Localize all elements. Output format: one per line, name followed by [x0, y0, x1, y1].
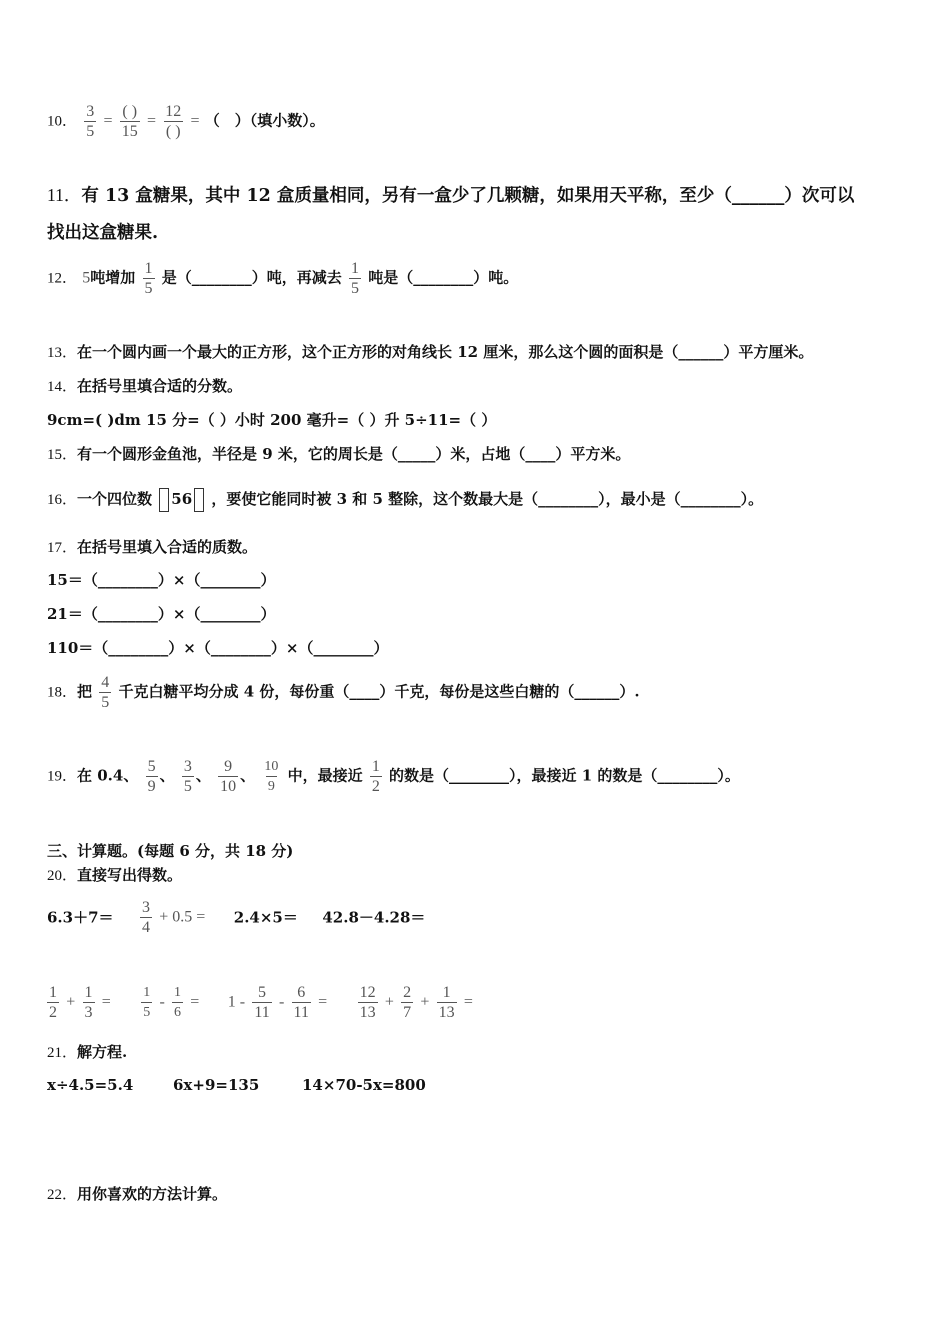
- question-14-line2: 9cm=( )dm 15 分=（ ）小时 200 毫升=（ ）升 5÷11=（ ）: [47, 411, 497, 429]
- question-15: 15．有一个圆形金鱼池，半径是 9 米，它的周长是（_____）米，占地（____）平方米。: [47, 445, 631, 463]
- question-17: 17．在括号里填入合适的质数。: [47, 538, 258, 556]
- question-12: 12． 5吨增加 $\frac{1}{5}$ 是（________）吨，再减去 $\frac{1}{5}$ 吨是（________）吨。: [47, 260, 519, 297]
- question-20-row2: $\frac{1}{2}$ + $\frac{1}{3}$ = $\frac{1}{5}$ - $\frac{1}{6}$ = 1 - $\frac{5}{11}$ - $\frac{6}{11}$ = $\frac{12}{13}$ + $\frac{2}{7}$ + $\frac{1}{13}$ =: [49, 984, 473, 1021]
- question-text: （ ）（填小数）。: [204, 111, 325, 130]
- fraction: ( ) 15: [121, 103, 138, 140]
- question-20: 20．直接写出得数。: [47, 866, 183, 884]
- fraction: $\frac{3}{4}$: [142, 899, 151, 936]
- fraction: $\frac{3}{5}$: [86, 103, 95, 140]
- question-10: 10． $\frac{3}{5}$ = ( ) 15 = 12 ( ) = （ ）（填小数）。: [47, 103, 325, 140]
- fraction: $\frac{4}{5}$: [101, 674, 110, 711]
- question-11: 11．有 13 盒糖果，其中 12 盒质量相同，另有一盒少了几颗糖，如果用天平称，至少（______）次可以: [47, 185, 855, 206]
- equation: 14×70-5x=800: [302, 1076, 426, 1094]
- fraction: $\frac{1}{5}$: [144, 260, 153, 297]
- question-14: 14．在括号里填合适的分数。: [47, 377, 243, 395]
- question-19: 19．在 0.4、 $\frac{5}{9}$ 、 $\frac{3}{5}$ 、 $\frac{9}{10}$ 、 $\frac{10}{9}$ 中，最接近 $\frac{1}{2}$ 的数是（________），最接近 1 的数是（________）。: [47, 758, 740, 795]
- fraction: $\frac{1}{3}$: [84, 984, 93, 1021]
- question-11-line2: 找出这盒糖果.: [47, 223, 159, 243]
- digit-box: [194, 488, 204, 512]
- equation: 6x+9=135: [173, 1076, 260, 1094]
- fraction: $\frac{6}{11}$: [293, 984, 309, 1021]
- fraction: $\frac{1}{6}$: [174, 985, 182, 1020]
- fraction: $\frac{3}{5}$: [183, 758, 192, 795]
- section-title: 三、计算题。(每题 6 分，共 18 分): [47, 842, 294, 860]
- question-20-row1: 6.3＋7＝ $\frac{3}{4}$ + 0.5 = 2.4×5＝ 42.8－4.28＝: [47, 899, 426, 936]
- question-17-row3: 110＝（________）×（________）×（________）: [47, 639, 389, 657]
- fraction: $\frac{12}{13}$: [359, 984, 376, 1021]
- question-17-row2: 21＝（________）×（________）: [47, 605, 276, 623]
- question-text: 有 13 盒糖果，其中 12 盒质量相同，另有一盒少了几颗糖，如果用天平称，至少（______）次可以: [81, 186, 855, 206]
- fraction: $\frac{1}{5}$: [143, 985, 151, 1020]
- digit-box: [159, 488, 169, 512]
- question-number: 10．: [47, 113, 78, 130]
- fraction: $\frac{1}{2}$: [49, 984, 57, 1021]
- fraction: $\frac{1}{5}$: [350, 260, 359, 297]
- equation: x÷4.5=5.4: [47, 1076, 134, 1094]
- fraction: $\frac{9}{10}$: [220, 758, 237, 795]
- question-22: 22．用你喜欢的方法计算。: [47, 1185, 228, 1203]
- fraction: $\frac{10}{9}$: [264, 759, 279, 794]
- fraction: $\frac{5}{9}$: [147, 758, 156, 795]
- question-21: 21．解方程.: [47, 1043, 128, 1061]
- fraction: $\frac{2}{7}$: [403, 984, 412, 1021]
- fraction: $\frac{5}{11}$: [254, 984, 270, 1021]
- fraction: 12 ( ): [165, 103, 182, 140]
- fraction: $\frac{1}{2}$: [371, 758, 380, 795]
- question-13: 13．在一个圆内画一个最大的正方形，这个正方形的对角线长 12 厘米，那么这个圆的面积是（______）平方厘米。: [47, 343, 814, 361]
- question-17-row1: 15＝（________）×（________）: [47, 571, 276, 589]
- fraction: $\frac{1}{13}$: [438, 984, 455, 1021]
- question-18: 18．把 $\frac{4}{5}$ 千克白糖平均分成 4 份，每份重（____）千克，每份是这些白糖的（______）.: [47, 674, 640, 711]
- question-16: 16．一个四位数 56 ，要使它能同时被 3 和 5 整除，这个数最大是（________），最小是（________）。: [47, 488, 763, 512]
